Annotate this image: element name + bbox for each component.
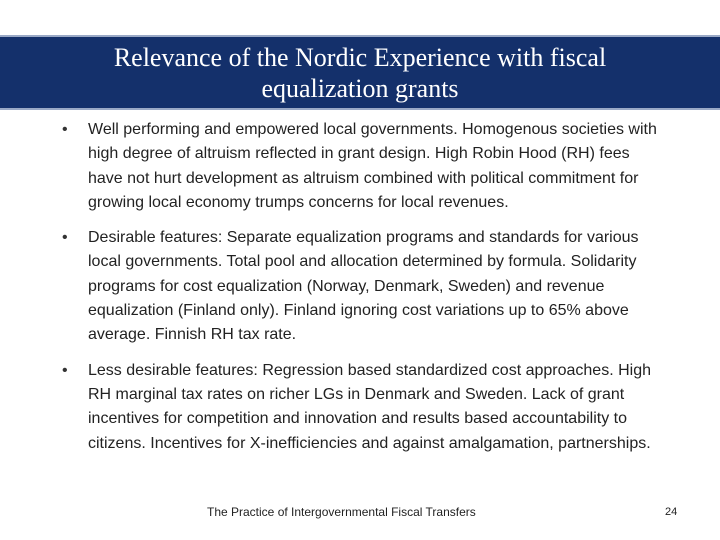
bullet-text: Less desirable features: Regression based standardized cost approaches. High RH marginal tax rates on richer LGs in Denmark and Sweden. Lack of grant incentives for competition and innovation and results based accountability to citizens. Incentives for X-inefficiencies and against amalgamation, partnerships. [88,361,651,452]
bullet-text: Desirable features: Separate equalization programs and standards for various local governments. Total pool and allocation determined by formula. Solidarity programs for cost equalization (Norway, Denmark, Sweden) and revenue equalization (Finland only). Finland ignoring cost variations up to 65% above average. Finnish RH tax rate. [88,229,639,344]
title-banner [0,35,720,110]
slide-title: Relevance of the Nordic Experience with fiscal equalization grants [113,42,607,103]
bullet-marker: • [62,229,68,247]
bullet-marker: • [62,361,68,379]
page-number: 24 [665,506,678,518]
bullet-item [62,118,662,215]
slide-footer [0,505,720,521]
footer-text: The Practice of Intergovernmental Fiscal Transfers [207,505,476,519]
bullet-text: Well performing and empowered local governments. Homogenous societies with high degree of altruism reflected in grant design. High Robin Hood (RH) fees have not hurt development as altruism combined with political commitment for growing local economy trumps concerns for local revenues. [88,121,657,211]
bullet-marker: • [62,121,68,138]
bullet-item [62,226,662,347]
bullet-list [62,118,662,467]
bullet-item [62,359,662,456]
